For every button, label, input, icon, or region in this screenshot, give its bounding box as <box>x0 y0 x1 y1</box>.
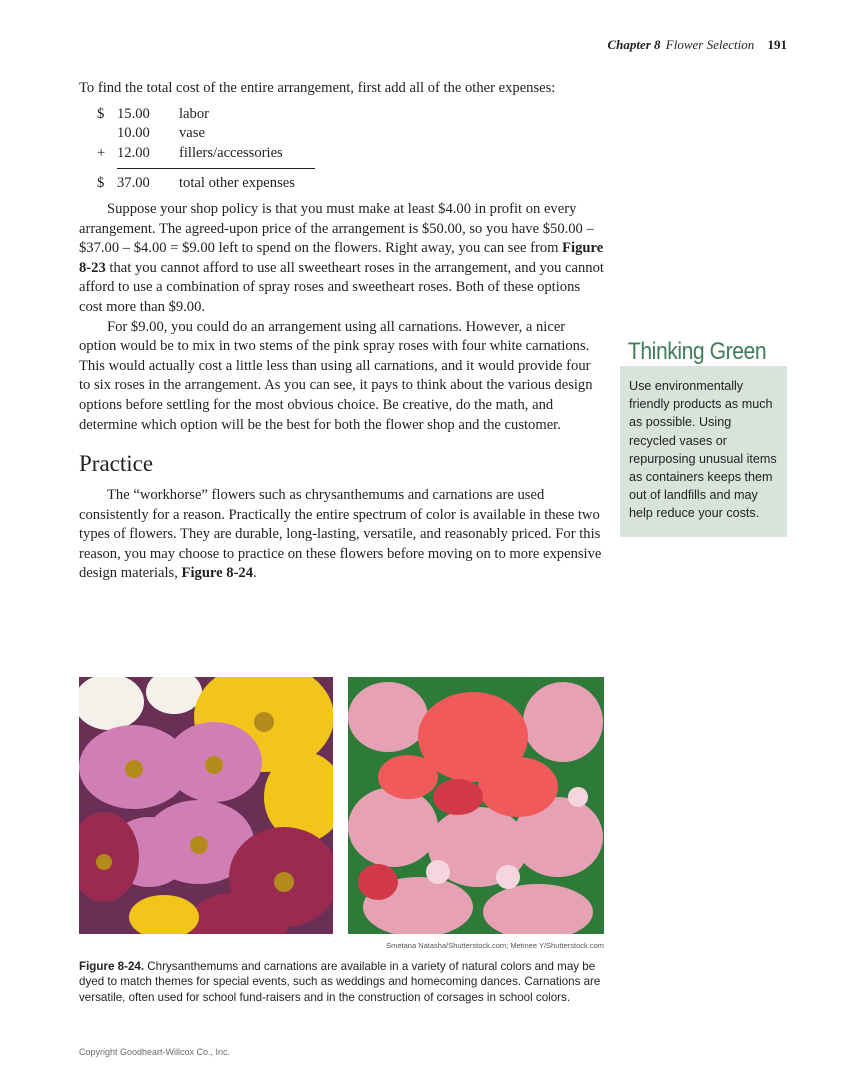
caption-text: Chrysanthemums and carnations are available in a variety of natural colors and may be dyed to match themes for special events, such as weddings and homecoming dances. Carnations are versatile, often used for school fund-raisers and in the construction of corsages in school colors. <box>79 960 601 1004</box>
carnation-paragraph: For $9.00, you could do an arrangement using all carnations. However, a nicer option would be to mix in two stems of the pink spray roses with four white carnations. This would actually cost a little less than using all carnations, and it would provide four to six roses in the arrangement. As you can see, it pays to think about the various design options before settling for the most obvious choice. Be creative, do the math, and determine which option will be the best for both the flower shop and the customer. <box>79 318 593 433</box>
calc-symbol <box>97 124 117 144</box>
calc-total-label: total other expenses <box>179 175 295 192</box>
calc-label: vase <box>179 125 205 142</box>
sum-rule <box>117 168 315 169</box>
calc-amount: 12.00 <box>117 144 150 161</box>
figure-reference: Figure 8-23 <box>79 240 604 276</box>
calc-amount: 10.00 <box>117 125 150 142</box>
calc-symbol: + <box>97 144 106 161</box>
text-run: . <box>253 565 257 582</box>
figure-reference: Figure 8-24 <box>181 565 254 582</box>
practice-paragraph <box>79 486 605 584</box>
calc-symbol: $ <box>97 175 105 192</box>
calc-row <box>97 144 605 164</box>
chrysanthemums-photo <box>79 677 333 934</box>
text-run: that you cannot afford to use all sweetheart roses in the arrangement, and you cannot afford to use a combination of spray roses and sweetheart roses. Both of these options cost more than $9.00. <box>79 259 604 315</box>
figure-caption <box>79 959 609 1005</box>
carnations-photo <box>348 677 604 934</box>
text-run: The “workhorse” flowers such as chrysanthemums and carnations are used consistently for a reason. Practically the entire spectrum of color is available in these two types of flowers. They are durable, long-lasting, versatile, and reasonably priced. For this reason, you may choose to practice on these flowers before moving on to more expensive design materials, <box>79 487 602 582</box>
calc-symbol: $ <box>97 105 105 122</box>
chapter-label: Chapter 8 <box>607 37 661 52</box>
calc-row <box>97 105 605 125</box>
calc-total-amount: 37.00 <box>117 175 150 192</box>
copyright-notice: Copyright Goodheart-Willcox Co., Inc. <box>79 1047 231 1057</box>
running-header <box>607 37 787 53</box>
sidebar-title: Thinking Green <box>627 338 767 365</box>
figure-label: Figure 8-24. <box>79 960 145 973</box>
calc-row <box>97 124 605 144</box>
page-number: 191 <box>767 37 787 52</box>
calc-amount: 15.00 <box>117 105 150 122</box>
thinking-green-sidebar <box>620 338 787 537</box>
text-run: Suppose your shop policy is that you must make at least $4.00 in profit on every arrangement. The agreed-upon price of the arrangement is $50.00, so you have $50.00 – $37.00 – $4.00 = $9.00 left to spend on the flowers. Right away, you can see from <box>79 200 594 257</box>
photo-credit: Smetana Natasha/Shutterstock.com; Metinee Y/Shutterstock.com <box>386 941 604 950</box>
calc-label: fillers/accessories <box>179 144 283 161</box>
calc-total-row <box>97 174 605 194</box>
intro-paragraph: To find the total cost of the entire arrangement, first add all of the other expenses: <box>79 80 556 96</box>
policy-paragraph <box>79 200 605 318</box>
main-column <box>79 79 605 584</box>
expense-calculation <box>97 105 605 194</box>
chapter-title: Flower Selection <box>665 37 755 52</box>
sidebar-body: Use environmentally friendly products as much as possible. Using recycled vases or repurposing unusual items as containers keeps them out of landfills and may help reduce your costs. <box>620 366 787 537</box>
section-heading: Practice <box>79 451 154 477</box>
calc-label: labor <box>179 105 209 122</box>
